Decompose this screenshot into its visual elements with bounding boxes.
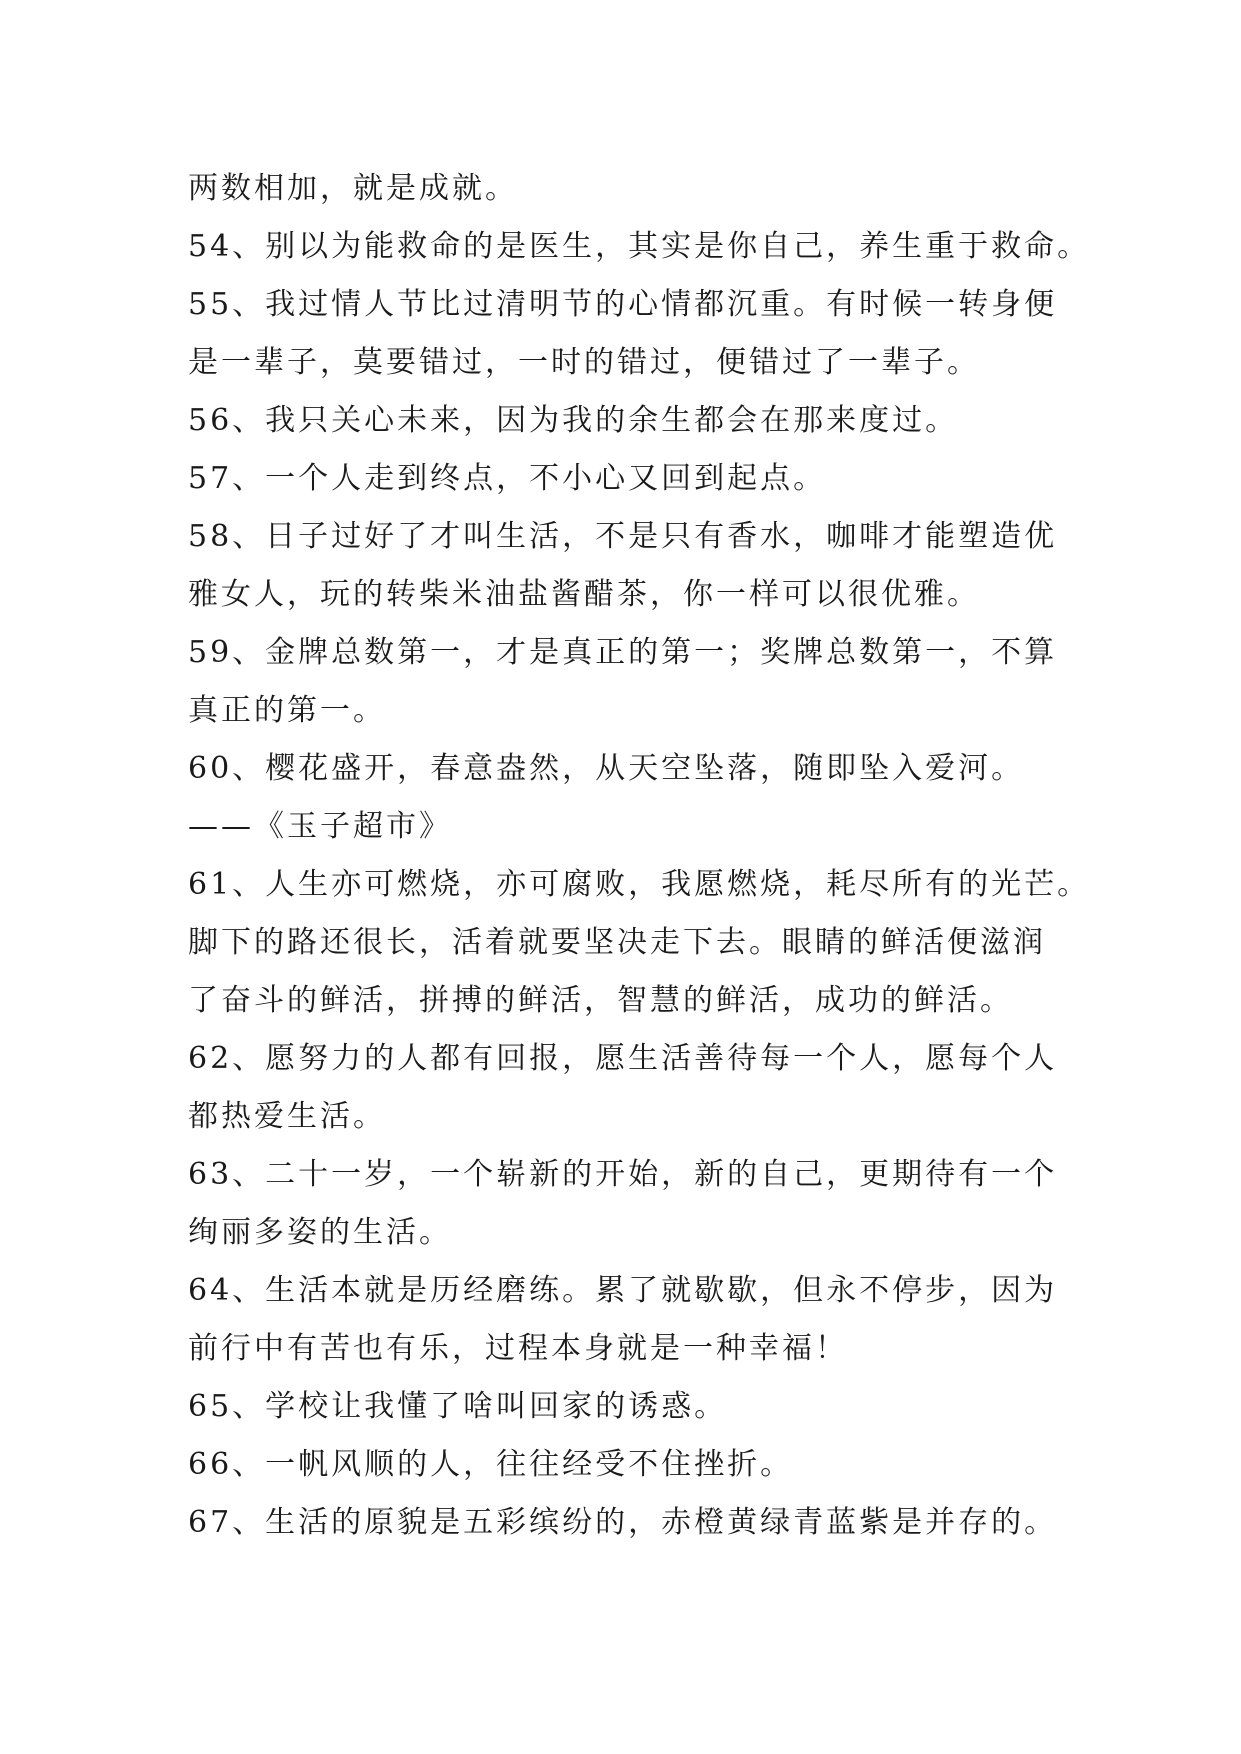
text-line: 61、人生亦可燃烧，亦可腐败，我愿燃烧，耗尽所有的光芒。 — [188, 867, 1091, 902]
text-line: 64、生活本就是历经磨练。累了就歇歇，但永不停步，因为 — [188, 1273, 1058, 1308]
document-body — [188, 160, 1091, 1552]
text-line: 63、二十一岁，一个崭新的开始，新的自己，更期待有一个 — [188, 1157, 1058, 1192]
text-line: 是一辈子，莫要错过，一时的错过，便错过了一辈子。 — [188, 345, 980, 380]
text-line: 62、愿努力的人都有回报，愿生活善待每一个人，愿每个人 — [188, 1041, 1058, 1076]
text-line: 54、别以为能救命的是医生，其实是你自己，养生重于救命。 — [188, 229, 1091, 264]
text-line: 67、生活的原貌是五彩缤纷的，赤橙黄绿青蓝紫是并存的。 — [188, 1505, 1058, 1540]
text-line: 真正的第一。 — [188, 693, 386, 728]
text-line: 绚丽多姿的生活。 — [188, 1215, 452, 1250]
text-line: 58、日子过好了才叫生活，不是只有香水，咖啡才能塑造优 — [188, 519, 1058, 554]
text-line: 脚下的路还很长，活着就要坚决走下去。眼睛的鲜活便滋润 — [188, 925, 1046, 960]
text-line: 了奋斗的鲜活，拼搏的鲜活，智慧的鲜活，成功的鲜活。 — [188, 983, 1013, 1018]
text-line: 55、我过情人节比过清明节的心情都沉重。有时候一转身便 — [188, 287, 1058, 322]
text-line: 56、我只关心未来，因为我的余生都会在那来度过。 — [188, 403, 959, 438]
text-line: 前行中有苦也有乐，过程本身就是一种幸福！ — [188, 1331, 848, 1366]
text-line: 57、一个人走到终点，不小心又回到起点。 — [188, 461, 827, 496]
text-line: 都热爱生活。 — [188, 1099, 386, 1134]
text-line: 两数相加，就是成就。 — [188, 171, 518, 206]
text-line: 65、学校让我懂了啥叫回家的诱惑。 — [188, 1389, 728, 1424]
text-line: 66、一帆风顺的人，往往经受不住挫折。 — [188, 1447, 794, 1482]
text-line: 59、金牌总数第一，才是真正的第一；奖牌总数第一，不算 — [188, 635, 1058, 670]
text-line: 雅女人，玩的转柴米油盐酱醋茶，你一样可以很优雅。 — [188, 577, 980, 612]
text-line: 60、樱花盛开，春意盎然，从天空坠落，随即坠入爱河。 — [188, 751, 1025, 786]
text-line: ——《玉子超市》 — [188, 809, 452, 844]
